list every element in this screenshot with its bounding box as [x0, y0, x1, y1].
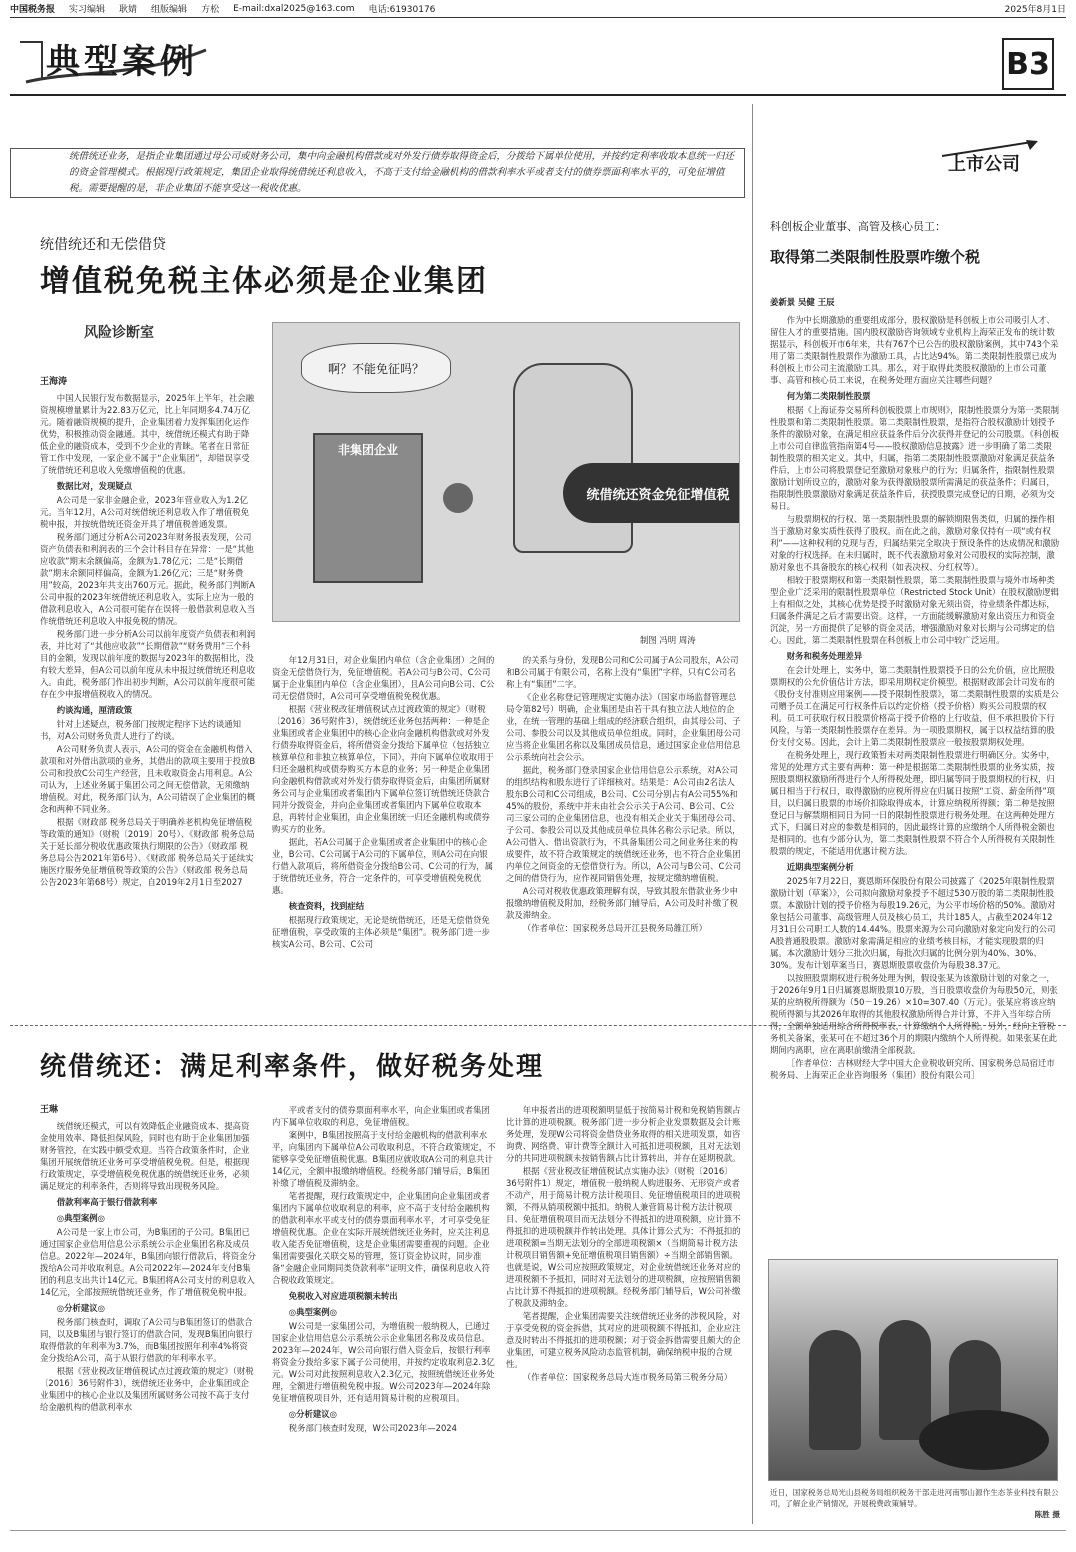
speech-bubble: 啊？不能免征吗？	[301, 343, 451, 393]
paragraph: A公司财务负责人表示，A公司的资金在金融机构借入款项和对外借出款项的业务，其借出的款项主要用于投放B公司和投放C公司生产经营，且未收取资金占用利息。A公司认为，上述业务属于集团公司之间无偿借款，无须缴纳增值税。对此，税务部门认为，A公司错误了企业集团的概念和两种不同业务。	[40, 744, 256, 814]
analysis-label: ◎分析建议◎	[56, 1303, 105, 1313]
subheading: 近期典型案例分析	[786, 862, 854, 872]
article1-kicker: 统借统还和无偿借贷	[40, 237, 166, 253]
listed-company-badge	[948, 150, 1020, 176]
article1-col3	[506, 654, 742, 1022]
issue-date: 2025年8月1日	[1004, 5, 1066, 15]
paragraph: A公司是一家非金融企业，2023年营业收入为1.2亿元。当年12月，A公司对统借统还利息收入作了增值税免税申报，并按统借统还资金开具了增值税普通发票。	[40, 495, 250, 529]
subheading: 约谈沟通，厘清政策	[56, 705, 133, 715]
author-affiliation: ［作者单位：吉林财经大学中国大企业税收研究所、国家税务总局宿迁市税务局、上海荣正企业咨询服务（集团）股份有限公司］	[770, 1058, 1055, 1080]
person-figure	[809, 1330, 861, 1450]
paragraph: 根据《营业税改征增值税试点过渡政策的规定》（财税〔2016〕36号附件3），统借统还业务包括两种：一种是企业集团或者企业集团中的核心企业向金融机构借款或对外发行债券取得资金后，将所借资金分拨给下属单位（包括独立核算单位和非独立核算单位，下同），并向下属单位收取用于归还金融机构或债券购买方本息的业务；另一种是企业集团向金融机构借款或对外发行债券取得资金后，由集团所属财务公司与企业集团或者集团内下属单位签订统借统还贷款合同并分拨资金，并向企业集团或者集团内下属单位收取本息，再转付企业集团，由企业集团统一归还金融机构或债券购买方的业务。	[272, 704, 494, 834]
section-title: 典型案例	[46, 42, 198, 82]
paragraph: 根据《营业税改征增值税试点过渡政策的规定》（财税〔2016〕36号附件3），统借统还业务中，企业集团或企业集团中的核心企业以及集团所属财务公司按不高于支付给金融机构的借款利率水	[40, 1366, 254, 1412]
paragraph: A公司是一家上市公司，为B集团的子公司。B集团已通过国家企业信用信息公示系统公示企业集团名称及成员信息。2022年—2024年，B集团向银行借款后，将资金分拨给A公司并收取利息。A公司2022年—2024年支付B集团的利息支出共计14亿元。B集团将A公司支付的利息收入14亿元，全部按照统借统还业务，作了增值税免税申报。	[40, 1227, 256, 1297]
paragraph: 据此，税务部门登录国家企业信用信息公示系统，对A公司的组织结构和股东进行了详细核对。结果是：A公司由2名法人股东B公司和C公司组成，B公司、C公司分别占有A公司55%和45%的股份，系统中并未由社会公示关于A公司、B公司、C公司三家公司的企业集团信息，也没有相关企业关于集团母公司、子公司、参股公司以及其他成员单位具体名称公示记录。所以，A公司借入、借出资款行为，不具备集团公司之间业务往来的构成要件，故不符合政策规定的统借统还业务，也不符合企业集团内单位之间资金的无偿借贷行为。所以，A公司与B公司、C公司之间的借贷行为，应作视同销售处理，按规定缴纳增值税。	[506, 765, 742, 883]
paragraph: 根据《财政部 税务总局关于明确养老机构免征增值税等政策的通知》（财税〔2019〕20号）、《财政部 税务总局关于延长部分税收优惠政策执行期限的公告》（财政部 税务总局公告2021年第6号）、《财政部 税务总局关于延续实施医疗服务免征增值税等政策的公告》（财政部 税务总局公告2023年第68号）规定，自2019年2月1日至2027	[40, 817, 255, 887]
paragraph: 案例中，B集团按照高于支付给金融机构的借款利率水平，向集团内下属单位A公司收取利息，不符合政策规定，不能够享受免征增值税优惠。B集团应就收取A公司的利息共计14亿元，全额申报缴纳增值税。经税务部门辅导后，B集团补缴了增值税及滞纳金。	[272, 1130, 496, 1188]
article1-headline: 增值税免税主体必须是企业集团	[40, 264, 488, 299]
case-label: ◎典型案例◎	[288, 1307, 337, 1317]
paragraph: 税务部门通过分析A公司2023年财务报表发现，公司资产负债表和利润表的三个会计科目存在异常：一是“其他应收款”期末余额偏高，金额为1.78亿元；二是“长期借款”期末余额同样偏高，金额为1.26亿元；三是“财务费用”较高，2023年共支出760万元。据此，税务部门判断A公司申报的2023年统借统还利息收入，实际上应为一般的借款利息收入，A公司很可能存在误将一般借款利息收入当作统借统还利息收入申报免税的情况。	[40, 532, 256, 626]
phone: 电话:61930176	[368, 5, 436, 15]
rising-arrow-icon	[942, 138, 1042, 158]
paragraph: 据此，若A公司属于企业集团或者企业集团中的核心企业，B公司、C公司属于A公司的下属单位，则A公司在向银行借入款项后，将所借资金分拨给B公司、C公司的行为，属于统借统还业务，符合一定条件的，可享受增值税免税优惠。	[272, 837, 493, 895]
masthead	[10, 20, 1066, 96]
paragraph: 根据现行政策规定，无论是统借统还，还是无偿借贷免征增值税，享受政策的主体必须是“集团”。税务部门进一步核实A公司、B公司、C公司	[272, 915, 491, 949]
photo-credit: 陈胜 摄	[1034, 1510, 1060, 1519]
paragraph: W公司是一家集团公司，为增值税一般纳税人，已通过国家企业信用信息公示系统公示企业集团名称及成员信息。2023年—2024年，W公司向银行借入资金后，按银行利率将资金分拨给多家下属子公司使用，并按约定收取利息2.3亿元。W公司对此按照利息收入2.3亿元，按照统借统还业务处理，全额进行增值税免税申报。W公司2023年—2024年除免征增值税项目外，还有适用简易计税的应税项目。	[272, 1321, 495, 1403]
editor2-label: 组版编辑	[151, 5, 188, 15]
paragraph: 在会计处理上，实务中，第二类限制性股票授予日的公允价值，应比照股票期权的公允价值估计方法，即采用期权定价模型。根据财政部会计司发布的《股份支付准则应用案例——授予限制性股票》，第二类限制性股票的实质是公司赠予员工在满足可行权条件后以约定价格（授予价格）购买公司股票的权利。员工可获取行权日股票价格高于授予价格的上行收益，但不承担股价下行风险，与第一类限制性股票存在差异。为一项股票期权，属于以权益结算的股份支付交易。因此，会计上第二类限制性股票应一般按股票期权处理。	[770, 665, 1059, 747]
paragraph: 针对上述疑点，税务部门按规定程序下达约谈通知书，对A公司财务负责人进行了约谈。	[40, 719, 242, 741]
tea-tray	[919, 1410, 1049, 1470]
paragraph: 以按照股票期权进行税务处理为例，假设张某为该激励计划的对象之一，于2026年9月1日归属赛恩斯股票10万股，当日股票收盘价为每股50元，则张某的应纳税所得额为（50－19.26）×10=307.40（万元）。张某应将该应纳税所得额与其2026年取得的其他股权激励所得合并计算，不并入当年综合所得，全额单独适用综合所得税率表，计算缴纳个人所得税。另外，经向主管税务机关备案，张某可在不超过36个月的期限内缴纳个人所得税。如果张某在此期间内离职，应在离职前缴清全部税款。	[770, 973, 1058, 1055]
article2-col3	[506, 1104, 742, 1524]
paragraph: 年12月31日，对企业集团内单位（含企业集团）之间的资金无偿借贷行为，免征增值税。若A公司与B公司、C公司属于企业集团内单位（含企业集团），且A公司向B公司、C公司无偿借贷时，A公司可享受增值税免税优惠。	[272, 655, 495, 701]
paragraph: 税务部门核查时发现，W公司2023年—2024	[288, 1423, 457, 1433]
paragraph: 年申报者出的进项税额明显低于按简易计税和免税销售额占比计算的进项税额。税务部门进一步分析企业发票数据及会计账务处理，发现W公司将资金借贷业务取得的相关进项发票，如咨询费、网络费、审计费等全额计入可抵扣进项税额，且对无法划分的共同进项税额未按销售额占比计算转出，并存在延期税款。	[506, 1105, 741, 1163]
article1-col2	[272, 654, 496, 1022]
paragraph: 根据《营业税改征增值税试点实施办法》（财税〔2016〕36号附件1）规定，增值税一般纳税人购进服务、无形资产或者不动产，用于简易计税方法计税项目、免征增值税项目的进项税额，不得从销项税额中抵扣。纳税人兼营简易计税方法计税项目、免征增值税项目而无法划分不得抵扣的进项税额，应计算不得抵扣的进项税额并作转出处理。具体计算公式为：不得抵扣的进项税额=当期无法划分的全部进项税额×（当期简易计税方法计税项目销售额+免征增值税项目销售额）÷当期全部销售额。也就是说，W公司应按照政策规定，对企业统借统还业务对应的进项税额不予抵扣，同时对无法划分的进项税额，应按照销售额占比计算不得抵扣的进项税额。经税务部门辅导后，W公司补缴了税款及滞纳金。	[506, 1166, 741, 1308]
right-kicker: 科创板企业董事、高管及核心员工：	[770, 220, 946, 233]
right-byline: 姜新景 吴健 王辰	[770, 297, 835, 307]
badge-label: 上市公司	[948, 154, 1020, 175]
sleeve-label: 统借统还资金免征增值税	[563, 463, 740, 523]
subheading: 借款利率高于银行借款利率	[56, 1197, 158, 1207]
email: E-mail:dxal2025@163.com	[233, 3, 355, 14]
building-label: 非集团企业	[337, 443, 398, 457]
editor1-name: 耿婧	[119, 5, 138, 15]
stop-hand-icon	[513, 363, 633, 553]
right-article-body	[770, 314, 1060, 1252]
bottom-rule	[10, 1530, 1066, 1531]
analysis-label: ◎分析建议◎	[288, 1409, 337, 1419]
paragraph: 税务部门核查时，调取了A公司与B集团签订的借款合同，以及B集团与银行签订的借款合同，发现B集团向银行取得借款的年利率为3.7%，而B集团按照年利率4%将资金分拨给A公司，高于从银行借款的年利率水平。	[40, 1317, 253, 1363]
author-affiliation: （作者单位：国家税务总局大连市税务局第三税务分局）	[522, 1372, 733, 1382]
article2-byline: 王琳	[40, 1105, 59, 1115]
paragraph: 中国人民银行发布数据显示，2025年上半年，社会融资规模增量累计为22.83万亿元，比上年同期多4.74万亿元。随着融资规模的提升，企业集团着力发挥集团化运作优势，积极推动资金融通。其中，统借统还模式有助于降低企业的融资成本，受到不少企业的青睐。笔者在日常征管工作中发现，一家企业不属于“企业集团”，却错误享受了统借统还利息收入免缴增值税的优惠。	[40, 393, 254, 475]
paragraph: 统借统还模式，可以有效降低企业融资成本、提高资金使用效率、降低担保风险，同时也有助于企业集团加强财务管控，在实践中颇受欢迎。当符合政策条件时，企业集团开展统借统还业务可享受增值税免税。但是，根据现行政策规定，享受增值税免税优惠的统借统还业务，必须满足规定的利率条件，否则将导致出现税务风险。	[40, 1121, 250, 1191]
paragraph: 笔者提醒，企业集团需要关注统借统还业务的涉税风险，对于享受免税的资金拆借，其对应的进项税额不得抵扣，企业应注意及时转出不得抵扣的进项税额；对于资金拆借需要且颇大的企业集团，可建立税务风险动态监管机制，确保纳税申报的合规性。	[506, 1311, 741, 1369]
paragraph: 2025年7月22日，赛恩斯环保股份有限公司披露了《2025年限制性股票激励计划（草案）》，公司拟向激励对象授予不超过530万股的第二类限制性股票。本激励计划的授予价格为每股19.26元，为公平市场价格的50%。激励对象包括公司董事、高级管理人员及核心员工，共计185人，占截至2024年12月31日公司职工人数的14.44%。股票来源为公司向激励对象定向发行的公司A股普通股股票。激励对象需满足相应的业绩考核目标，才能实现股票的归属。本次激励计划分三批次归属，每批次归属的比例分别为40%、30%、30%。发布计划草案当日，赛恩斯股票收盘价为每股38.37元。	[770, 876, 1056, 970]
paper-name: 中国税务报	[10, 5, 56, 15]
page-code: B3	[1002, 38, 1054, 90]
cartoon-credit: 制图 冯明 周涛	[640, 635, 696, 645]
article1-byline: 王海涛	[40, 377, 68, 387]
paragraph: 根据《上海证券交易所科创板股票上市规则》，限制性股票分为第一类限制性股票和第二类限制性股票。第二类限制性股票，是指符合股权激励计划授予条件的激励对象，在满足相应获益条件后分次获得并登记的公司股票。《科创板上市公司自律监管指南第4号——股权激励信息披露》进一步明确了第二类限制性股票的相关定义。其中，归属，指第二类限制性股票激励对象满足获益条件后，上市公司将股票登记至激励对象账户的行为；归属条件，指限制性股票激励计划所设立的，激励对象为获得激励股票所需满足的获益条件；归属日，指限制性股票激励对象满足获益条件后，获授股票完成登记的日期，必须为交易日。	[770, 405, 1059, 511]
right-headline: 取得第二类限制性股票咋缴个税	[770, 248, 981, 266]
subheading: 何为第二类限制性股票	[786, 391, 871, 401]
editor1-label: 实习编辑	[69, 5, 106, 15]
paragraph: 税务部门进一步分析A公司以前年度资产负债表和利润表，并比对了“其他应收款”“长期借款”“财务费用”三个科目的金额，发现以前年度的数据与2023年的数据相比，没有较大差异，但A公司以前年度从未申报过统借统还利息收入。由此，税务部门作出初步判断，A公司以前年度很可能存在少申报增值税收入的情况。	[40, 629, 256, 699]
column-logo: 风险诊断室	[84, 325, 154, 341]
subheading: 免税收入对应进项税额未转出	[288, 1291, 398, 1301]
news-photo	[768, 1259, 1058, 1481]
paragraph: 在税务处理上，现行政策暂未对两类限制性股票进行明确区分。实务中，常见的处理方式主要有两种：第一种是根据第二类限制性股票的业务实质，按照股票期权激励所得进行个人所得税处理，即归属等同于股票期权的行权，归属日相当于行权日，取得激励的应税所得应在归属日按照“工资、薪金所得”项目，以归属日股票的市场价扣除取得成本，计算应纳税所得额；第二种是按照登记日与解禁期相同日为同一日的限制性股票进行税务处理。在这两种处理方式下，归属日对应的参数是相同的，因此最终计算的应缴纳个人所得税金额也是相同的。也有少部分认为，第二类限制性股票不符合个人所得税有关限制性股票的规定，不能适用优惠计税方法。	[770, 750, 1056, 856]
paragraph: 的关系与身份，发现B公司和C公司属于A公司股东，A公司和B公司属于有限公司，名称上没有“集团”字样，只有C公司名称上有“集团”二字。	[506, 655, 739, 689]
subheading: 数据比对，发现疑点	[56, 481, 133, 491]
photo-caption-text: 近日，国家税务总局光山县税务局组织税务干部走进河南鄂山源作生态茶业科技有限公司，了解企业产销情况，开展税费政策辅导。	[770, 1488, 1059, 1508]
lead-summary: 统借统还业务，是指企业集团通过母公司或财务公司，集中向金融机构借款或对外发行债券取得资金后，分拨给下属单位使用，并按约定利率收取本息统一归还的资金管理模式。根据现行政策规定，集团企业取得统借统还利息收入，不高于支付给金融机构的借款利率水平或者支付的债券票面利率水平的，可免征增值税。需要提醒的是，非企业集团不能享受这一税收优惠。	[10, 148, 745, 198]
subheading: 财务和税务处理差异	[786, 651, 863, 661]
cartoon-illustration	[272, 322, 740, 622]
ball-icon	[443, 483, 473, 513]
top-info-bar	[10, 0, 1066, 18]
case-label: ◎典型案例◎	[56, 1213, 105, 1223]
author-affiliation: （作者单位：国家税务总局开江县税务局雒江所）	[522, 923, 708, 933]
column-rule	[752, 104, 753, 1524]
article1-col1	[40, 376, 256, 1021]
article2-col2	[272, 1104, 496, 1524]
editor2-name: 方松	[201, 5, 220, 15]
person-figure	[879, 1320, 931, 1440]
paragraph: 《企业名称登记管理规定实施办法》（国家市场监督管理总局令第82号）明确，企业集团是由若干具有独立法人地位的企业，在统一管理的基础上组成的经济联合组织，由其母公司、子公司、参股公司以及其他成员单位组成。同时，企业集团母公司应当将企业集团名称以及集团成员信息，通过国家企业信用信息公示系统向社会公示。	[506, 692, 741, 762]
paragraph: 相较于股票期权和第一类限制性股票，第二类限制性股票与境外市场种类型企业广泛采用的限制性股票单位（Restricted Stock Unit）在股权激励逻辑上有相似之处，其核心优势是授予时激励对象无须出资，待业绩条件都达标，归属条件满足之后才需要出资。这样，一方面能缓解激励对象出资压力和资金沉淀，另一方面提供了足够的资金灵活，增强激励对象对长期与公司绑定的信心。因此，第二类限制性股票在科创板上市公司中较广泛运用。	[770, 575, 1059, 645]
photo-caption	[770, 1487, 1060, 1520]
subheading: 核查资料，找到症结	[288, 901, 365, 911]
paragraph: A公司对税收优惠政策理解有误，导致其股东借款业务少申报缴纳增值税及附加，经税务部门辅导后，A公司及时补缴了税款及滞纳金。	[506, 886, 738, 920]
paragraph: 平或者支付的债券票面利率水平，向企业集团或者集团内下属单位收取的利息，免征增值税。	[272, 1105, 490, 1127]
paragraph: 笔者提醒，现行政策规定中，企业集团向企业集团或者集团内下属单位收取利息的利率，应不高于支付给金融机构的借款利率水平或支付的债券票面利率水平，才可享受免征增值税优惠。企业在实际开展统借统还业务时，应关注利息收入能否免征增值税，这是企业集团需要重视的问题。企业集团需要强化关联交易的管理，签订资金协议时，同步准备“金融企业同期同类贷款利率”证明文件，确保利息收入符合税收政策规定。	[272, 1191, 491, 1285]
article2-col1	[40, 1104, 256, 1524]
paragraph: 与股票期权的行权、第一类限制性股票的解锁期限售类似，归属的操作相当于激励对象实质性获得了股权。而在此之前，激励对象仅持有一项“或有权利”——这种权利的兑现与否，归属结果完全取决于预设条件的达成情况和激励对象的行权选择。在未归属时，既不代表激励对象对公司股权的实际控制，激励对象也不具备股东的核心权利（如表决权、分红权等）。	[770, 514, 1060, 572]
article2-headline: 统借统还：满足利率条件，做好税务处理	[40, 1052, 545, 1082]
paragraph: 作为中长期激励的重要组成部分，股权激励是科创板上市公司吸引人才、留住人才的重要措施。国内股权激励咨询领域专业机构上海荣正发布的统计数据显示，科创板开市6年来，共有767个已公告的股权激励案例，其中743个采用了第二类限制性股票作为激励工具，占比达94%。第二类限制性股票已成为科创板上市公司主流激励工具。那么，对于取得此类股权激励的上市公司董事、高管和核心员工来说，在税务处理方面应关注哪些问题？	[770, 315, 1059, 385]
